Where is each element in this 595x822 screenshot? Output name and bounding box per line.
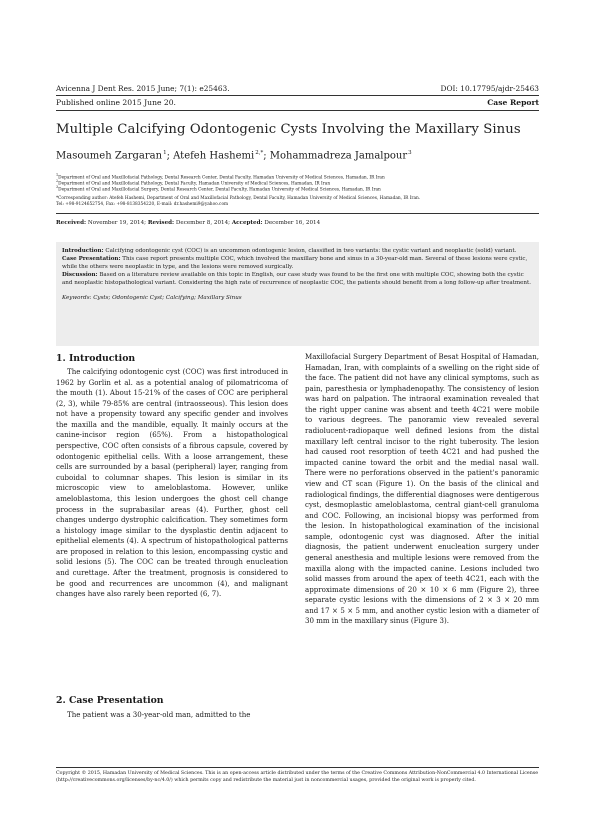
header-rule xyxy=(56,95,539,96)
header-rule-2 xyxy=(56,110,539,111)
abstract-box xyxy=(56,242,539,346)
author-affiliation-mark: 2,* xyxy=(255,150,264,156)
article-title: Multiple Calcifying Odontogenic Cysts Involving the Maxillary Sinus xyxy=(56,122,521,137)
abstract-case: Case Presentation: This case report presents multiple COC, which involved the maxillary bone and sinus in a 30-year-old man. Several of these lesions were cystic, while the others were neoplastic in type, and the lesions were removed surgically. xyxy=(62,256,528,270)
correspondence-contact[interactable]: Tel: +98-9124652754, Fax: +98-8138354220, E-mail: dr.hashemi9@yahoo.com xyxy=(56,202,229,207)
correspondence-author: *Corresponding author: Atefeh Hashemi, Department of Oral and Maxillofacial Pathology, Dental Faculty, Hamadan University of Medical Sciences, Hamadan, IR Iran. xyxy=(56,196,421,201)
affiliation: $^1$Department of Oral and Maxillofacial Pathology, Dental Research Center, Dental Faculty, Hamadan University of Medical Sciences, Hamadan, IR Iran xyxy=(56,173,385,181)
abstract-keywords: Keywords: Cysts; Odontogenic Cyst; Calcifying; Maxillary Sinus xyxy=(62,295,242,301)
affiliation: $^2$Department of Oral and Maxillofacial Pathology, Dental Faculty, Hamadan University of Medical Sciences, Hamadan, IR Iran xyxy=(56,179,331,187)
case-text-continued: Maxillofacial Surgery Department of Besat Hospital of Hamadan, Hamadan, Iran, with complaints of a swelling on the right side of the face. The patient did not have any clinical symptoms, such as pain, paresthesia or lymphadenopathy. The consistency of lesion was hard on palpation. The intraoral examination revealed that the right upper canine was absent and teeth 4C21 were mobile to various degrees. The panoramic view revealed several radiolucent-radiopaque well defined lesions from the distal maxillary left central incisor to the right tuberosity. The lesion had caused root resorption of teeth 4C21 and had pushed the impacted canine toward the orbit and the medial nasal wall. There were no perforations observed in the patient's panoramic view and CT scan (Figure 1). On the basis of the clinical and radiological findings, the differential diagnoses were dentigerous cyst, desmoplastic ameloblastoma, central giant-cell granuloma and COC. Following, an incisional biopsy was performed from the lesion. In histopathological examination of the incisional sample, odontogenic cyst was diagnosed. After the initial diagnosis, the patient underwent enucleation surgery under general anesthesia and multiple lesions were removed from the maxilla along with the impacted canine. Lesions included two solid masses from around the apex of teeth 4C21, each with the approximate dimensions of 20 × 10 × 6 mm (Figure 2), three separate cystic lesions with the dimensions of 2 × 3 × 20 mm and 17 × 5 × 5 mm, and another cystic lesion with a diameter of 30 mm in the maxillary sinus (Figure 3). xyxy=(305,352,539,626)
introduction-text: The calcifying odontogenic cyst (COC) was first introduced in 1962 by Gorlin et al. as a potential analog of pilomatricoma of the mouth (1). About 15-21% of the cases of COC are peripheral (2, 3), while 79-85% are central (intraosseous). This lesion does not have a propensity toward any specific gender and involves the maxilla and the mandible, equally. It mainly occurs at the canine-incisor region (65%). From a histopathological perspective, COC often consists of a fibrous capsule, covered by odontogenic epithelial cells. With a loose arrangement, these cells are surrounded by a basal (peripheral) layer, ranging from cuboidal to columnar shapes. This lesion is similar in its microscopic view to ameloblastoma. However, unlike ameloblastoma, this lesion undergoes the ghost cell change process in the suprabasilar areas (4). Further, ghost cell changes undergo dystrophic calcification. They sometimes form a histology image similar to the dysplastic dentin adjacent to epithelial elements (4). A spectrum of histopathological patterns are proposed in relation to this lesion, encompassing cystic and solid lesions (5). The COC can be treated through enucleation and curettage. After the treatment, prognosis is considered to be good and recurrences are uncommon (4), and malignant changes have also rarely been reported (6, 7). xyxy=(56,367,288,599)
author-name: Atefeh Hashemi xyxy=(173,150,255,162)
author-list: Masoumeh Zargaran$^1$; Atefeh Hashemi$^{2,*}$; Mohammadreza Jamalpour$^3$ xyxy=(56,150,412,162)
journal-citation: Avicenna J Dent Res. 2015 June; 7(1): e25463. xyxy=(56,84,230,93)
affiliation: $^3$Department of Oral and Maxillofacial Surgery, Dental Research Center, Dental Faculty, Hamadan University of Medical Sciences, Hamadan, IR Iran xyxy=(56,185,381,193)
doi-link[interactable]: DOI: 10.17795/ajdr-25463 xyxy=(440,84,539,93)
author-name: Masoumeh Zargaran xyxy=(56,150,163,162)
footer-rule xyxy=(56,767,539,768)
author-affiliation-mark: 3 xyxy=(408,150,412,156)
published-date: Published online 2015 June 20. xyxy=(56,98,176,107)
abstract-discussion: Discussion: Based on a literature review available on this topic in English, our case study was found to be the first one with multiple COC, showing both the cystic and neoplastic histopathological variant. Considering the high rate of recurrence of neoplastic COC, the patients should benefit from a long follow-up after treatment. xyxy=(62,272,531,286)
author-name: Mohammadreza Jamalpour xyxy=(269,150,408,162)
section-heading-introduction: 1. Introduction xyxy=(56,353,136,364)
section-heading-case: 2. Case Presentation xyxy=(56,695,164,706)
article-dates: Received: November 19, 2014; Revised: December 8, 2014; Accepted: December 16, 2014 xyxy=(56,220,321,226)
author-affiliation-mark: 1 xyxy=(163,150,167,156)
copyright-notice: Copyright © 2015, Hamadan University of Medical Sciences. This is an open-access article distributed under the terms of the Creative Commons Attribution-NonCommercial 4.0 International License (http://creativecommons.org/licenses/by-nc/4.0/) which permits copy and redistribute the material just in noncommercial usages, provided the original work is properly cited. xyxy=(56,771,539,783)
dates-rule xyxy=(56,213,539,214)
case-text-start: The patient was a 30-year-old man, admitted to the xyxy=(67,710,251,719)
abstract-introduction: Introduction: Calcifying odontogenic cyst (COC) is an uncommon odontogenic lesion, classified in two variants: the cystic variant and neoplastic (solid) variant. xyxy=(62,248,517,254)
article-type: Case Report xyxy=(487,98,539,107)
